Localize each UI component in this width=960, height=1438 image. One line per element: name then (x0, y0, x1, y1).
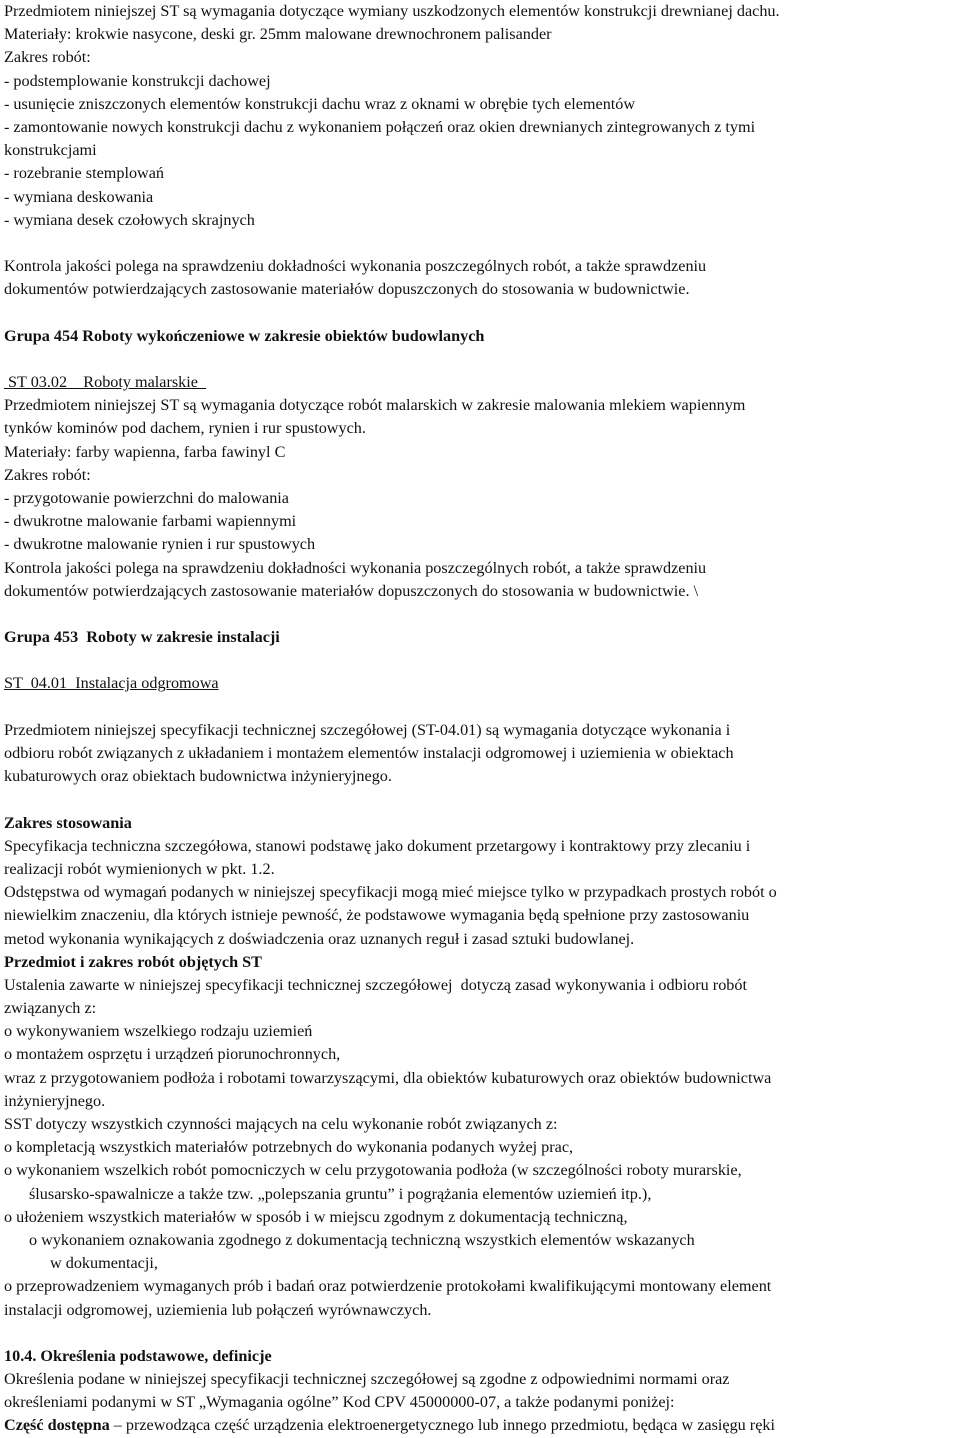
document-page (4, 0, 956, 1438)
text-line: - wymiana deskowania (4, 187, 154, 206)
text-line: w dokumentacji, (50, 1254, 158, 1273)
text-line: Kontrola jakości polega na sprawdzeniu dokładności wykonania poszczególnych robót, a także sprawdzeniu (4, 558, 707, 577)
text-line: konstrukcjami (4, 141, 97, 160)
text-line: o ułożeniem wszystkich materiałów w sposób i w miejscu zgodnym z dokumentacją techniczną, (4, 1207, 628, 1226)
blank-line (4, 301, 956, 324)
text-line: dokumentów potwierdzających zastosowanie materiałów dopuszczonych do stosowania w budownictwie. \ (4, 581, 699, 600)
text-line: - podstemplowanie konstrukcji dachowej (4, 71, 271, 90)
text-line: instalacji odgromowej, uziemienia lub połączeń wyrównawczych. (4, 1300, 432, 1319)
text-line: dokumentów potwierdzających zastosowanie materiałów dopuszczonych do stosowania w budownictwie. (4, 280, 690, 299)
spec-code-heading: ST 04.01 Instalacja odgromowa (4, 674, 219, 693)
text-line: o kompletacją wszystkich materiałów potrzebnych do wykonania podanych wyżej prac, (4, 1138, 574, 1157)
text-line: Materiały: krokwie nasycone, deski gr. 25mm malowane drewnochronem palisander (4, 25, 552, 44)
text-line: - dwukrotne malowanie rynien i rur spustowych (4, 535, 316, 554)
text-line: związanych z: (4, 999, 97, 1018)
spec-code-heading: ST 03.02 Roboty malarskie (4, 373, 207, 391)
text-line: - rozebranie stemplowań (4, 164, 165, 183)
section-heading: Zakres stosowania (4, 813, 132, 832)
text-line: o wykonaniem oznakowania zgodnego z dokumentacją techniczną wszystkich elementów wskazanych (29, 1230, 695, 1249)
text-line: tynków kominów pod dachem, rynien i rur spustowych. (4, 419, 366, 438)
text-line: inżynieryjnego. (4, 1091, 106, 1110)
text-line: Materiały: farby wapienna, farba fawinyl C (4, 442, 286, 461)
blank-line (4, 232, 956, 255)
section-heading: Grupa 453 Roboty w zakresie instalacji (4, 628, 280, 647)
text-line: wraz z przygotowaniem podłoża i robotami towarzyszącymi, dla obiektów kubaturowych oraz obiektów budownictwa (4, 1068, 772, 1087)
text-line: o przeprowadzeniem wymaganych prób i badań oraz potwierdzenie protokołami kwalifikującymi montowany element (4, 1277, 772, 1296)
text-line: Kontrola jakości polega na sprawdzeniu dokładności wykonania poszczególnych robót, a także sprawdzeniu (4, 257, 707, 276)
text-line: kubaturowych oraz obiektach budownictwa inżynieryjnego. (4, 767, 392, 786)
text-line: o wykonywaniem wszelkiego rodzaju uziemień (4, 1022, 313, 1041)
text-line: Ustalenia zawarte w niniejszej specyfikacji technicznej szczegółowej dotyczą zasad wykonywania i odbioru robót (4, 975, 747, 994)
text-line: odbioru robót związanych z układaniem i montażem elementów instalacji odgromowej i uziemienia w obiektach (4, 744, 734, 762)
text-line: Zakres robót: (4, 465, 91, 484)
blank-line (4, 696, 956, 719)
blank-line (4, 1322, 956, 1345)
text-line: ślusarsko-spawalnicze a także tzw. „polepszania gruntu” i pogrążania elementów uziemień itp.), (29, 1184, 652, 1203)
definition-text: – przewodząca część urządzenia elektroenergetycznego lub innego przedmiotu, będąca w zasięgu ręki (109, 1416, 775, 1435)
text-line: SST dotyczy wszystkich czynności mających na celu wykonanie robót związanych z: (4, 1115, 558, 1133)
section-heading: Grupa 454 Roboty wykończeniowe w zakresie obiektów budowlanych (4, 326, 485, 345)
text-line: Zakres robót: (4, 48, 91, 67)
text-line: Określenia podane w niniejszej specyfikacji technicznej szczegółowej są zgodne z odpowiednimi normami oraz (4, 1370, 730, 1389)
section-heading: 10.4. Określenia podstawowe, definicje (4, 1346, 272, 1365)
text-line: Przedmiotem niniejszej specyfikacji technicznej szczegółowej (ST-04.01) są wymagania dotyczące wykonania i (4, 720, 731, 739)
blank-line (4, 603, 956, 626)
blank-line (4, 788, 956, 811)
section-heading: Przedmiot i zakres robót objętych ST (4, 952, 262, 971)
text-line (4, 1414, 956, 1437)
text-line: - przygotowanie powierzchni do malowania (4, 488, 289, 507)
text-line: Odstępstwa od wymagań podanych w niniejszej specyfikacji mogą mieć miejsce tylko w przypadkach prostych robót o (4, 883, 777, 902)
blank-line (4, 649, 956, 672)
blank-line (4, 348, 956, 371)
text-line: - usunięcie zniszczonych elementów konstrukcji dachu wraz z oknami w obrębie tych elementów (4, 94, 636, 113)
text-line: realizacji robót wymienionych w pkt. 1.2. (4, 859, 275, 878)
text-line: Specyfikacja techniczna szczegółowa, stanowi podstawę jako dokument przetargowy i kontraktowy przy zlecaniu i (4, 836, 751, 855)
text-line: - wymiana desek czołowych skrajnych (4, 210, 255, 229)
text-line: o wykonaniem wszelkich robót pomocniczych w celu przygotowania podłoża (w szczególności roboty murarskie, (4, 1161, 742, 1180)
text-line: metod wykonania wynikających z doświadczenia oraz uznanych reguł i zasad sztuki budowlanej. (4, 929, 635, 948)
text-line: Przedmiotem niniejszej ST są wymagania dotyczące wymiany uszkodzonych elementów konstrukcji drewnianej dachu. (4, 2, 780, 20)
text-line: Przedmiotem niniejszej ST są wymagania dotyczące robót malarskich w zakresie malowania mlekiem wapiennym (4, 396, 746, 415)
text-line: niewielkim znaczeniu, dla których istnieje pewność, że podstawowe wymagania będą spełnione przy zastosowaniu (4, 906, 750, 925)
text-line: - dwukrotne malowanie farbami wapiennymi (4, 512, 297, 531)
text-line: określeniami podanymi w ST „Wymagania ogólne” Kod CPV 45000000-07, a także podanymi poniżej: (4, 1393, 675, 1412)
text-line: - zamontowanie nowych konstrukcji dachu z wykonaniem połączeń oraz okien drewnianych zintegrowanych z tymi (4, 117, 756, 136)
definition-term: Część dostępna (4, 1416, 110, 1435)
text-line: o montażem osprzętu i urządzeń piorunochronnych, (4, 1045, 341, 1064)
